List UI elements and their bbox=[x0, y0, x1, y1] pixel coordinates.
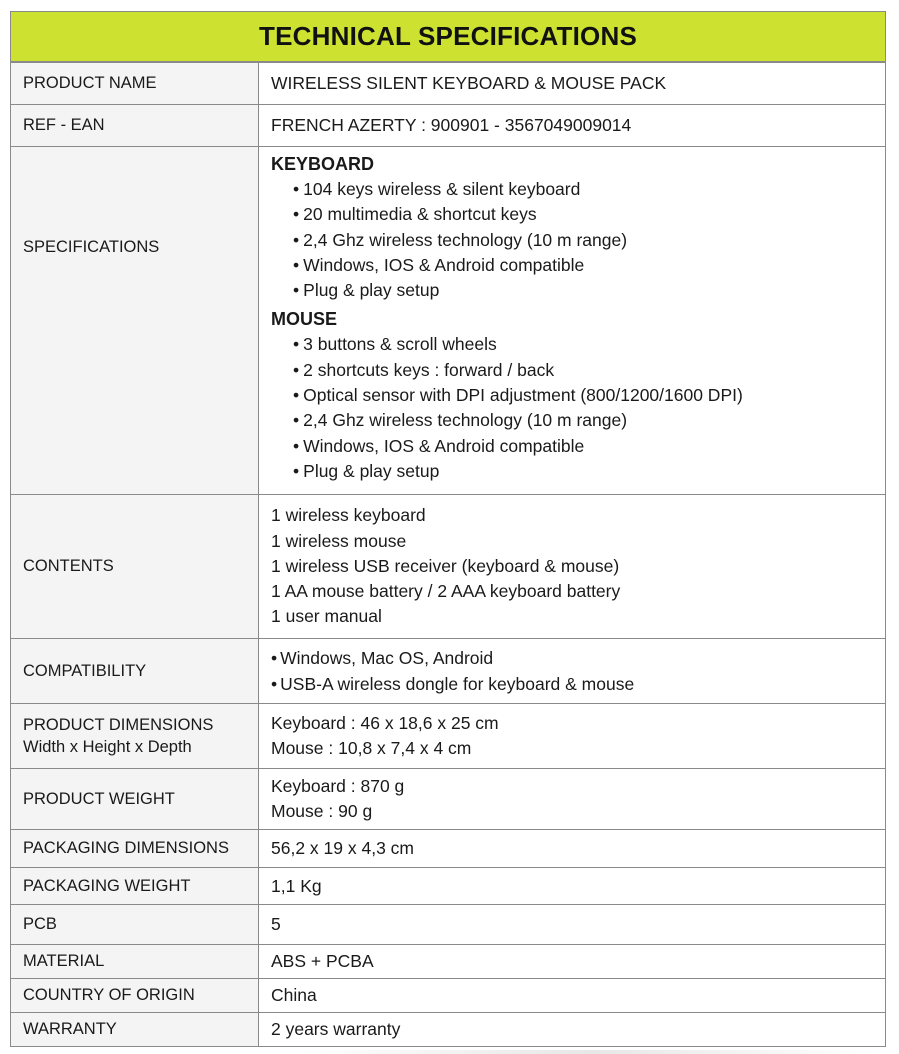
value-product-weight bbox=[259, 769, 886, 830]
row-contents bbox=[11, 495, 886, 639]
row-country-of-origin bbox=[11, 979, 886, 1013]
label-product-name: PRODUCT NAME bbox=[11, 63, 259, 105]
list-item: • 2,4 Ghz wireless technology (10 m range) bbox=[293, 408, 873, 433]
label-packaging-dimensions: PACKAGING DIMENSIONS bbox=[11, 830, 259, 868]
list-item: 1 wireless keyboard bbox=[271, 505, 426, 526]
list-item: • Optical sensor with DPI adjustment (800/1200/1600 DPI) bbox=[293, 383, 873, 408]
title-banner bbox=[10, 11, 886, 62]
row-product-dimensions bbox=[11, 704, 886, 769]
list-item: • USB-A wireless dongle for keyboard & mouse bbox=[271, 671, 873, 697]
keyboard-spec-list bbox=[271, 177, 873, 303]
list-item: • Plug & play setup bbox=[293, 278, 873, 303]
value-product-name: WIRELESS SILENT KEYBOARD & MOUSE PACK bbox=[259, 63, 886, 105]
label-packaging-weight: PACKAGING WEIGHT bbox=[11, 868, 259, 905]
value-warranty: 2 years warranty bbox=[259, 1013, 886, 1047]
row-packaging-dimensions bbox=[11, 830, 886, 868]
row-material bbox=[11, 945, 886, 979]
compatibility-list bbox=[271, 645, 873, 697]
label-ref-ean: REF - EAN bbox=[11, 105, 259, 147]
value-packaging-dimensions: 56,2 x 19 x 4,3 cm bbox=[259, 830, 886, 868]
mouse-weight: Mouse : 90 g bbox=[271, 801, 373, 821]
value-country-of-origin: China bbox=[259, 979, 886, 1013]
list-item: • Plug & play setup bbox=[293, 459, 873, 484]
list-item: • 20 multimedia & shortcut keys bbox=[293, 202, 873, 227]
mouse-dimensions: Mouse : 10,8 x 7,4 x 4 cm bbox=[271, 738, 472, 758]
product-dimensions-label: PRODUCT DIMENSIONS bbox=[23, 716, 214, 734]
value-packaging-weight: 1,1 Kg bbox=[259, 868, 886, 905]
value-material: ABS + PCBA bbox=[259, 945, 886, 979]
row-specifications bbox=[11, 147, 886, 495]
page-edge-shadow bbox=[300, 1050, 880, 1054]
label-country-of-origin: COUNTRY OF ORIGIN bbox=[11, 979, 259, 1013]
list-item: 1 wireless USB receiver (keyboard & mouse) bbox=[271, 555, 620, 576]
list-item: 1 wireless mouse bbox=[271, 530, 407, 551]
row-pcb bbox=[11, 905, 886, 945]
label-contents: CONTENTS bbox=[11, 495, 259, 639]
value-ref-ean: FRENCH AZERTY : 900901 - 3567049009014 bbox=[259, 105, 886, 147]
list-item: 1 user manual bbox=[271, 606, 382, 627]
keyboard-dimensions: Keyboard : 46 x 18,6 x 25 cm bbox=[271, 712, 499, 733]
label-product-weight: PRODUCT WEIGHT bbox=[11, 769, 259, 830]
list-item: • 2,4 Ghz wireless technology (10 m range) bbox=[293, 228, 873, 253]
page-title: TECHNICAL SPECIFICATIONS bbox=[259, 21, 637, 51]
value-pcb: 5 bbox=[259, 905, 886, 945]
value-product-dimensions bbox=[259, 704, 886, 769]
label-specifications: SPECIFICATIONS bbox=[11, 147, 259, 495]
label-compatibility: COMPATIBILITY bbox=[11, 639, 259, 704]
product-dimensions-sublabel: Width x Height x Depth bbox=[23, 738, 192, 756]
row-compatibility bbox=[11, 639, 886, 704]
list-item: • 104 keys wireless & silent keyboard bbox=[293, 177, 873, 202]
row-product-name bbox=[11, 63, 886, 105]
list-item: 1 AA mouse battery / 2 AAA keyboard battery bbox=[271, 581, 621, 602]
value-compatibility bbox=[259, 639, 886, 704]
row-warranty bbox=[11, 1013, 886, 1047]
row-packaging-weight bbox=[11, 868, 886, 905]
label-warranty: WARRANTY bbox=[11, 1013, 259, 1047]
list-item: • 2 shortcuts keys : forward / back bbox=[293, 358, 873, 383]
row-ref-ean bbox=[11, 105, 886, 147]
mouse-heading: MOUSE bbox=[271, 309, 338, 330]
value-specifications bbox=[259, 147, 886, 495]
list-item: • Windows, IOS & Android compatible bbox=[293, 434, 873, 459]
spec-sheet bbox=[10, 11, 886, 1047]
value-contents bbox=[259, 495, 886, 639]
row-product-weight bbox=[11, 769, 886, 830]
mouse-spec-list bbox=[271, 332, 873, 484]
list-item: • 3 buttons & scroll wheels bbox=[293, 332, 873, 357]
list-item: • Windows, Mac OS, Android bbox=[271, 645, 873, 671]
label-material: MATERIAL bbox=[11, 945, 259, 979]
list-item: • Windows, IOS & Android compatible bbox=[293, 253, 873, 278]
spec-table bbox=[10, 62, 886, 1047]
keyboard-heading: KEYBOARD bbox=[271, 154, 375, 174]
label-pcb: PCB bbox=[11, 905, 259, 945]
keyboard-weight: Keyboard : 870 g bbox=[271, 775, 405, 796]
label-product-dimensions bbox=[11, 704, 259, 769]
